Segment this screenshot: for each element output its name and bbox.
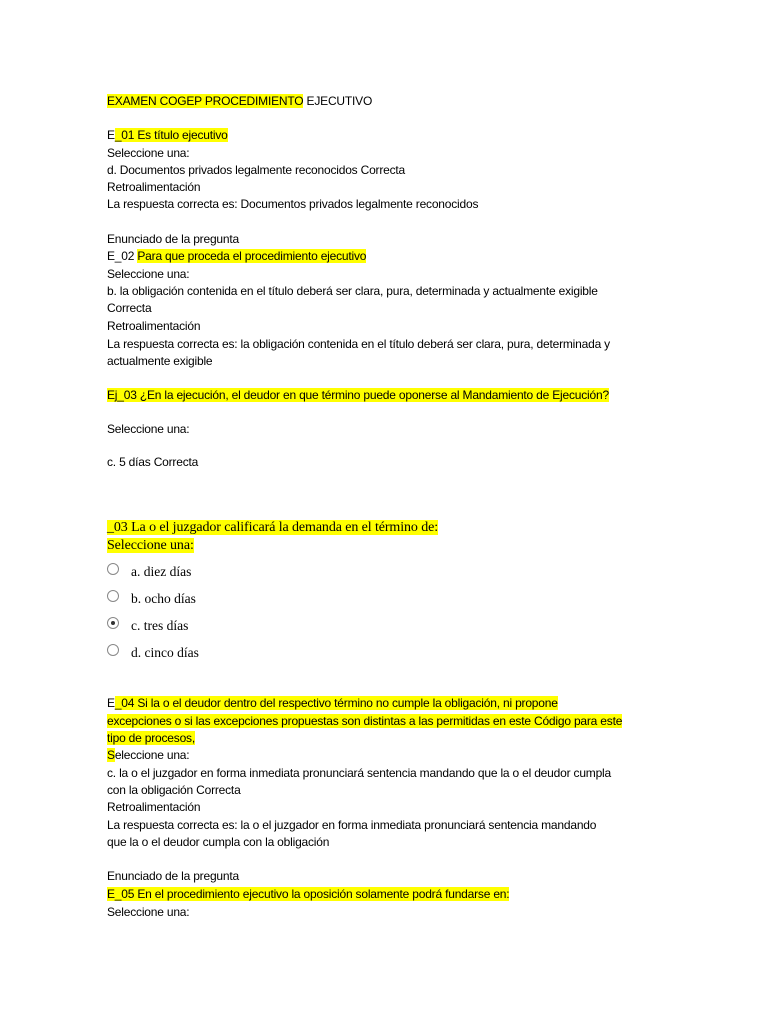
q1-select-label: Seleccione una:	[107, 146, 190, 160]
radio-d[interactable]	[107, 644, 119, 656]
q5-title	[107, 886, 509, 903]
q3-title-text: Ej_03 ¿En la ejecución, el deudor en que término puede oponerse al Mandamiento de Ejecución?	[107, 388, 609, 402]
radio-a[interactable]	[107, 563, 119, 575]
q4-title-line3-text: tipo de procesos,	[107, 731, 195, 745]
q4-title-line1	[107, 695, 558, 712]
q4-select-first: S	[107, 748, 115, 762]
option-b-label: b. ocho días	[131, 591, 196, 606]
q2-statement-label: Enunciado de la pregunta	[107, 232, 239, 246]
q1-answer: d. Documentos privados legalmente reconocidos Correcta	[107, 163, 406, 177]
q3b-title-text: _03 La o el juzgador calificará la demanda en el término de:	[107, 520, 439, 535]
radio-c[interactable]	[107, 617, 119, 629]
q4-correct-line2: que la o el deudor cumpla con la obligación	[107, 835, 330, 849]
option-c-label: c. tres días	[131, 618, 189, 633]
title-highlighted: EXAMEN COGEP PROCEDIMIENTO	[107, 94, 304, 108]
q2-prefix: E_02	[107, 249, 138, 263]
title-rest: EJECUTIVO	[303, 94, 373, 108]
q1-prefix: E	[107, 128, 115, 142]
q5-select-label: Seleccione una:	[107, 905, 190, 919]
q2-select-label: Seleccione una:	[107, 267, 190, 281]
q3-answer: c. 5 días Correcta	[107, 455, 199, 469]
q4-feedback-label: Retroalimentación	[107, 800, 201, 814]
q5-statement-label: Enunciado de la pregunta	[107, 869, 239, 883]
q4-correct-line1: La respuesta correcta es: la o el juzgador en forma inmediata pronunciará sentencia mandando	[107, 818, 597, 832]
q1-correct-answer: La respuesta correcta es: Documentos privados legalmente reconocidos	[107, 197, 479, 211]
q2-correct-line1: La respuesta correcta es: la obligación contenida en el título deberá ser clara, pura, determinada y	[107, 337, 610, 351]
q2-feedback-label: Retroalimentación	[107, 319, 201, 333]
q5-title-text: E_05 En el procedimiento ejecutivo la oposición solamente podrá fundarse en:	[107, 887, 510, 901]
q2-answer-line1: b. la obligación contenida en el título deberá ser clara, pura, determinada y actualmente exigible	[107, 284, 598, 298]
option-d-label: d. cinco días	[131, 645, 199, 660]
q4-select-rest: eleccione una:	[114, 748, 190, 762]
q3b-select-label	[107, 537, 194, 555]
q2-answer-line2: Correcta	[107, 301, 152, 315]
q1-title	[107, 127, 228, 144]
q3-select-label: Seleccione una:	[107, 422, 190, 436]
q4-select-label	[107, 747, 189, 764]
q1-feedback-label: Retroalimentación	[107, 180, 201, 194]
q4-title-line1-text: _04 Si la o el deudor dentro del respectivo término no cumple la obligación, ni propone	[114, 696, 558, 710]
document-title	[107, 93, 372, 110]
radio-b[interactable]	[107, 590, 119, 602]
q3-title	[107, 387, 609, 404]
q3b-title	[107, 519, 438, 537]
q4-title-line3	[107, 730, 195, 747]
option-a-label: a. diez días	[131, 564, 192, 579]
q4-title-line2	[107, 713, 622, 730]
q1-title-text: _01 Es título ejecutivo	[114, 128, 228, 142]
q2-title	[107, 248, 366, 265]
q4-prefix: E	[107, 696, 115, 710]
q2-correct-line2: actualmente exigible	[107, 354, 213, 368]
q2-title-text: Para que proceda el procedimiento ejecutivo	[137, 249, 367, 263]
q3b-select-text: Seleccione una:	[107, 538, 194, 553]
q4-answer-line2: con la obligación Correcta	[107, 783, 241, 797]
q4-answer-line1: c. la o el juzgador en forma inmediata pronunciará sentencia mandando que la o el deudor cumpla	[107, 766, 611, 780]
q4-title-line2-text: excepciones o si las excepciones propuestas son distintas a las permitidas en este Código para este	[107, 714, 623, 728]
